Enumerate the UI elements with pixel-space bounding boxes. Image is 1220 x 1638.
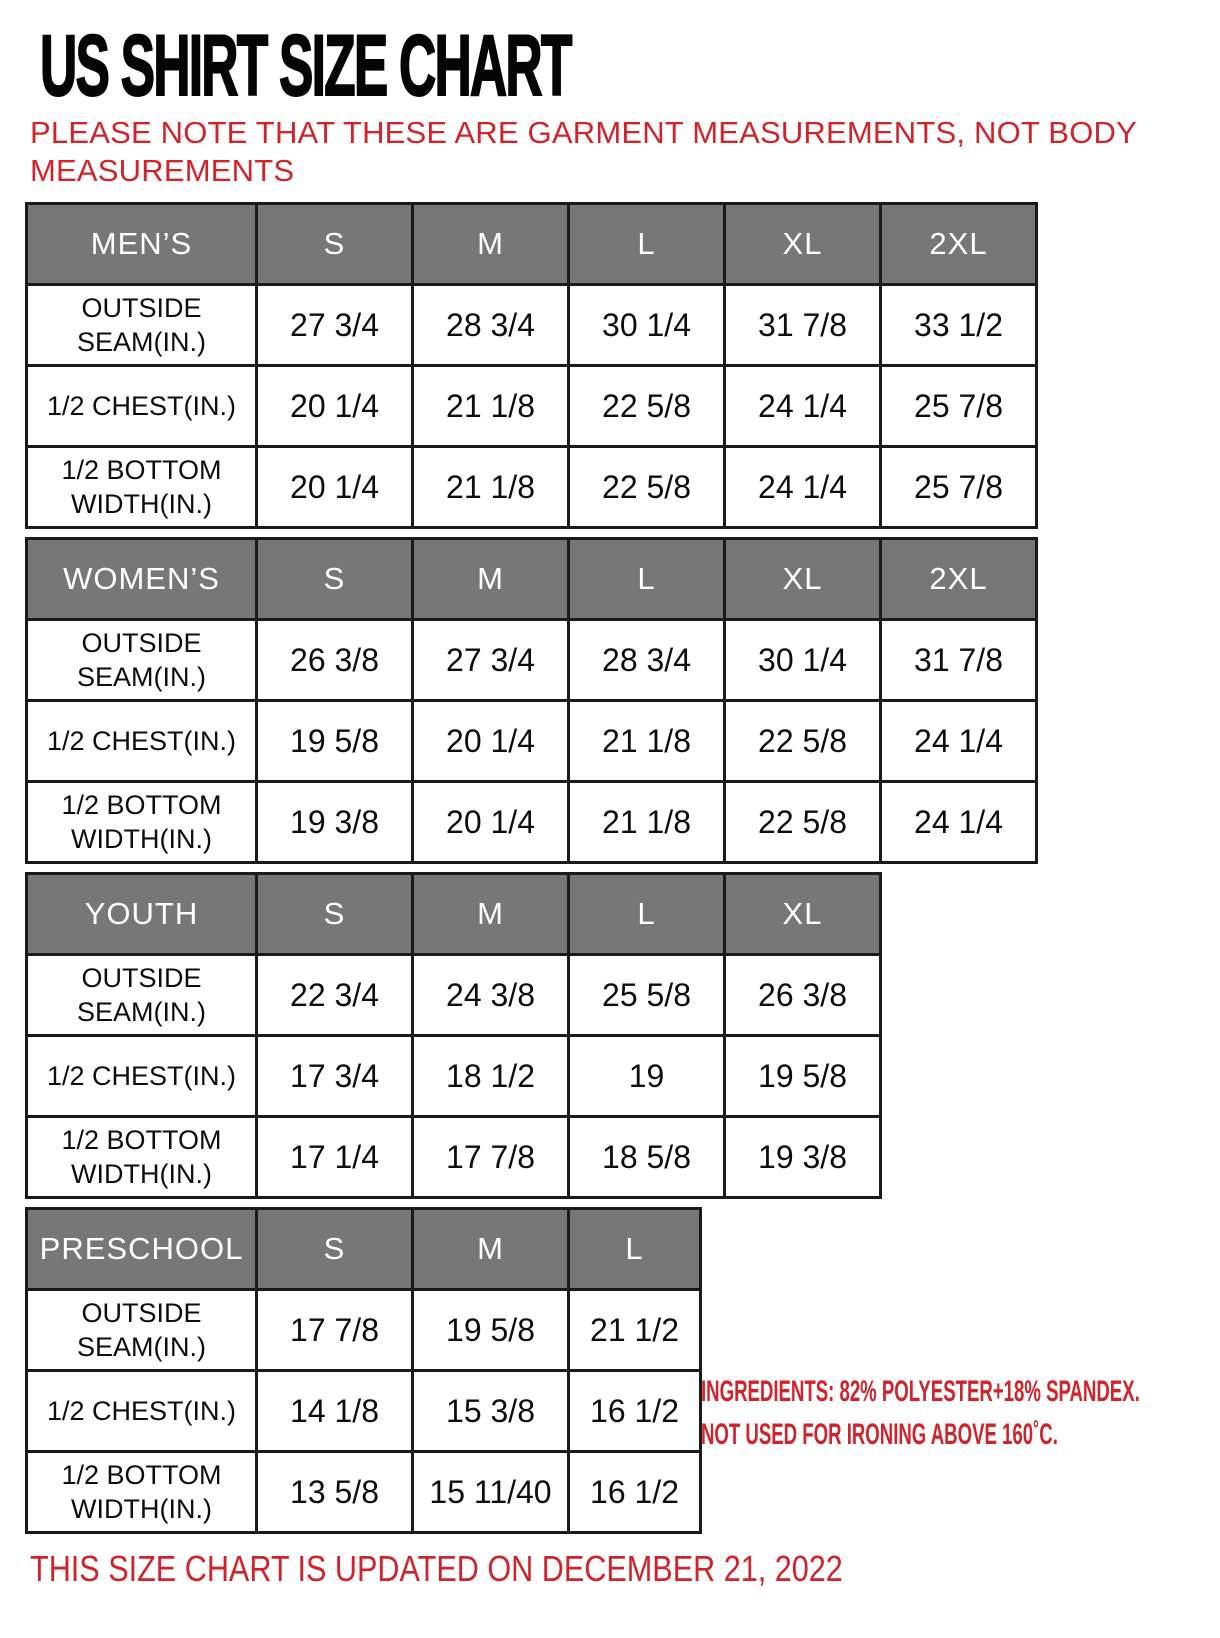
measurement-label: 1/2 BOTTOM WIDTH(IN.)	[27, 1452, 257, 1533]
size-header-cell: M	[413, 874, 569, 955]
measurement-label: 1/2 CHEST(IN.)	[27, 366, 257, 447]
category-header-cell: YOUTH	[27, 874, 257, 955]
measurement-label: 1/2 CHEST(IN.)	[27, 1371, 257, 1452]
measurement-value: 19 5/8	[725, 1036, 881, 1117]
table-row	[27, 285, 1037, 366]
size-header-cell: M	[413, 1209, 569, 1290]
measurement-label: OUTSIDE SEAM(IN.)	[27, 285, 257, 366]
table-row	[27, 366, 1037, 447]
measurement-value: 26 3/8	[257, 620, 413, 701]
size-header-cell: M	[413, 204, 569, 285]
measurement-label: OUTSIDE SEAM(IN.)	[27, 1290, 257, 1371]
measurement-value: 16 1/2	[569, 1452, 701, 1533]
category-header-cell: MEN’S	[27, 204, 257, 285]
measurement-value: 19 5/8	[413, 1290, 569, 1371]
measurement-value: 18 5/8	[569, 1117, 725, 1198]
table-row	[27, 620, 1037, 701]
size-header-cell: XL	[725, 204, 881, 285]
measurement-label: 1/2 BOTTOM WIDTH(IN.)	[27, 1117, 257, 1198]
mens-size-table	[25, 202, 1038, 529]
measurement-value: 24 1/4	[725, 366, 881, 447]
size-header-cell: XL	[725, 874, 881, 955]
measurement-value: 17 3/4	[257, 1036, 413, 1117]
table-row	[27, 1036, 881, 1117]
header-row	[27, 204, 1037, 285]
preschool-size-table	[25, 1207, 702, 1534]
measurement-value: 31 7/8	[881, 620, 1037, 701]
size-header-cell: M	[413, 539, 569, 620]
measurement-value: 24 1/4	[881, 701, 1037, 782]
measurement-value: 31 7/8	[725, 285, 881, 366]
measurement-value: 30 1/4	[725, 620, 881, 701]
measurement-value: 20 1/4	[413, 701, 569, 782]
ingredients-note	[701, 1370, 1140, 1456]
measurement-value: 19 3/8	[725, 1117, 881, 1198]
measurement-value: 14 1/8	[257, 1371, 413, 1452]
category-header-cell: WOMEN’S	[27, 539, 257, 620]
size-header-cell: S	[257, 874, 413, 955]
measurement-label: 1/2 CHEST(IN.)	[27, 1036, 257, 1117]
header-row	[27, 539, 1037, 620]
measurement-value: 20 1/4	[413, 782, 569, 863]
size-header-cell: S	[257, 1209, 413, 1290]
garment-measurements-note	[30, 114, 1210, 190]
measurement-value: 24 1/4	[725, 447, 881, 528]
measurement-label: 1/2 BOTTOM WIDTH(IN.)	[27, 782, 257, 863]
size-header-cell: 2XL	[881, 539, 1037, 620]
measurement-value: 20 1/4	[257, 447, 413, 528]
table-row	[27, 782, 1037, 863]
measurement-value: 28 3/4	[569, 620, 725, 701]
measurement-value: 22 5/8	[569, 447, 725, 528]
preschool-section	[25, 1207, 1210, 1534]
measurement-value: 25 5/8	[569, 955, 725, 1036]
table-row	[27, 447, 1037, 528]
measurement-value: 21 1/8	[413, 447, 569, 528]
measurement-value: 28 3/4	[413, 285, 569, 366]
measurement-value: 15 3/8	[413, 1371, 569, 1452]
ingredients-line-1: INGREDIENTS: 82% POLYESTER+18% SPANDEX.	[701, 1375, 1140, 1408]
garment-note-line-1: PLEASE NOTE THAT THESE ARE GARMENT MEASUREMENTS, NOT BODY	[30, 115, 1137, 150]
table-row	[27, 1290, 701, 1371]
measurement-value: 27 3/4	[257, 285, 413, 366]
table-row	[27, 1117, 881, 1198]
measurement-value: 22 3/4	[257, 955, 413, 1036]
measurement-value: 22 5/8	[725, 701, 881, 782]
measurement-value: 16 1/2	[569, 1371, 701, 1452]
measurement-value: 22 5/8	[569, 366, 725, 447]
measurement-value: 17 1/4	[257, 1117, 413, 1198]
measurement-value: 15 11/40	[413, 1452, 569, 1533]
measurement-value: 21 1/8	[569, 782, 725, 863]
size-header-cell: L	[569, 539, 725, 620]
measurement-value: 19 5/8	[257, 701, 413, 782]
measurement-value: 21 1/8	[413, 366, 569, 447]
measurement-value: 27 3/4	[413, 620, 569, 701]
measurement-label: 1/2 BOTTOM WIDTH(IN.)	[27, 447, 257, 528]
header-row	[27, 1209, 701, 1290]
size-header-cell: S	[257, 539, 413, 620]
header-row	[27, 874, 881, 955]
size-header-cell: L	[569, 1209, 701, 1290]
update-date-note: THIS SIZE CHART IS UPDATED ON DECEMBER 21, 2022	[30, 1548, 843, 1589]
measurement-value: 21 1/8	[569, 701, 725, 782]
measurement-value: 20 1/4	[257, 366, 413, 447]
size-header-cell: S	[257, 204, 413, 285]
measurement-value: 25 7/8	[881, 366, 1037, 447]
measurement-label: 1/2 CHEST(IN.)	[27, 701, 257, 782]
ingredients-line-2: NOT USED FOR IRONING ABOVE 160˚C.	[701, 1418, 1058, 1451]
size-header-cell: XL	[725, 539, 881, 620]
garment-note-line-2: MEASUREMENTS	[30, 153, 295, 188]
measurement-value: 26 3/8	[725, 955, 881, 1036]
measurement-value: 18 1/2	[413, 1036, 569, 1117]
table-row	[27, 701, 1037, 782]
measurement-value: 24 1/4	[881, 782, 1037, 863]
size-chart-page	[0, 18, 1220, 1590]
measurement-value: 25 7/8	[881, 447, 1037, 528]
size-header-cell: L	[569, 874, 725, 955]
table-row	[27, 1371, 701, 1452]
size-header-cell: L	[569, 204, 725, 285]
measurement-value: 33 1/2	[881, 285, 1037, 366]
table-row	[27, 1452, 701, 1533]
measurement-value: 24 3/8	[413, 955, 569, 1036]
measurement-value: 19 3/8	[257, 782, 413, 863]
youth-size-table	[25, 872, 882, 1199]
measurement-value: 17 7/8	[413, 1117, 569, 1198]
category-header-cell: PRESCHOOL	[27, 1209, 257, 1290]
size-header-cell: 2XL	[881, 204, 1037, 285]
measurement-value: 19	[569, 1036, 725, 1117]
measurement-label: OUTSIDE SEAM(IN.)	[27, 620, 257, 701]
measurement-value: 17 7/8	[257, 1290, 413, 1371]
measurement-value: 30 1/4	[569, 285, 725, 366]
measurement-label: OUTSIDE SEAM(IN.)	[27, 955, 257, 1036]
measurement-value: 22 5/8	[725, 782, 881, 863]
womens-size-table	[25, 537, 1038, 864]
table-row	[27, 955, 881, 1036]
page-title: US SHIRT SIZE CHART	[40, 18, 571, 114]
measurement-value: 13 5/8	[257, 1452, 413, 1533]
measurement-value: 21 1/2	[569, 1290, 701, 1371]
